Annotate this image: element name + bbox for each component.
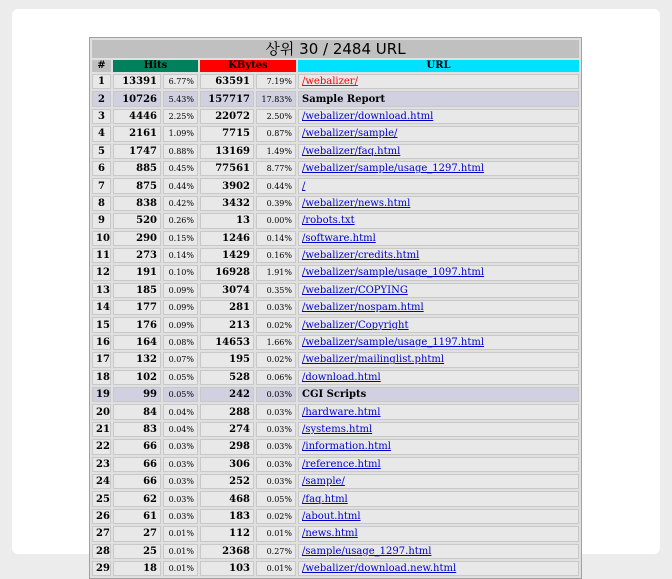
row-kbytes: 1246: [200, 231, 254, 246]
table-row: [92, 526, 579, 541]
header-url: URL: [298, 60, 579, 72]
row-rank: 14: [92, 300, 111, 315]
table-row: [92, 213, 579, 228]
row-url-cell[interactable]: [298, 404, 579, 419]
row-kbytes: 16928: [200, 265, 254, 280]
row-kbytes: 63591: [200, 74, 254, 89]
row-hits-percent: 1.09%: [163, 126, 198, 141]
table-row: [92, 352, 579, 367]
row-hits-percent: 0.01%: [163, 544, 198, 559]
row-kbytes: 288: [200, 404, 254, 419]
row-hits: 164: [113, 335, 161, 350]
row-url-link[interactable]: /sample/usage_1297.html: [302, 545, 432, 557]
row-kbytes-percent: 0.44%: [256, 178, 296, 193]
row-rank: 22: [92, 439, 111, 454]
row-kbytes-percent: 0.14%: [256, 231, 296, 246]
row-url-link[interactable]: /webalizer/credits.html: [302, 250, 420, 262]
table-row: [92, 404, 579, 419]
row-kbytes: 242: [200, 387, 254, 402]
row-rank: 26: [92, 509, 111, 524]
table-row: [92, 196, 579, 211]
row-kbytes: 183: [200, 509, 254, 524]
row-url-cell[interactable]: [298, 248, 579, 263]
row-url-cell[interactable]: [298, 491, 579, 506]
row-rank: 27: [92, 526, 111, 541]
row-kbytes-percent: 0.03%: [256, 439, 296, 454]
row-rank: 23: [92, 457, 111, 472]
row-url-link[interactable]: /information.html: [302, 441, 391, 453]
row-hits: 61: [113, 509, 161, 524]
row-url-link[interactable]: /robots.txt: [302, 215, 355, 227]
table-row: [92, 91, 579, 106]
row-url-link[interactable]: /webalizer/sample/: [302, 128, 398, 140]
table-row: [92, 544, 579, 559]
row-kbytes-percent: 0.27%: [256, 544, 296, 559]
row-kbytes-percent: 8.77%: [256, 161, 296, 176]
table-row: [92, 126, 579, 141]
row-url-link[interactable]: /reference.html: [302, 458, 381, 470]
row-url-cell[interactable]: [298, 439, 579, 454]
row-url-link[interactable]: /webalizer/news.html: [302, 197, 411, 209]
row-url-link[interactable]: /news.html: [302, 528, 358, 540]
row-hits-percent: 0.05%: [163, 370, 198, 385]
row-url-link[interactable]: /webalizer/sample/usage_1297.html: [302, 163, 485, 175]
row-hits: 273: [113, 248, 161, 263]
row-url-cell[interactable]: [298, 422, 579, 437]
row-rank: 10: [92, 231, 111, 246]
row-hits-percent: 0.03%: [163, 474, 198, 489]
row-rank: 21: [92, 422, 111, 437]
row-url-cell[interactable]: [298, 265, 579, 280]
row-kbytes-percent: 1.66%: [256, 335, 296, 350]
row-rank: 17: [92, 352, 111, 367]
row-kbytes-percent: 0.03%: [256, 300, 296, 315]
row-hits-percent: 0.09%: [163, 300, 198, 315]
row-url-cell[interactable]: [298, 178, 579, 193]
table-title: 상위 30 / 2484 URL: [92, 40, 579, 58]
top-urls-table-container: [89, 37, 582, 579]
row-rank: 19: [92, 387, 111, 402]
row-hits-percent: 0.01%: [163, 526, 198, 541]
row-hits-percent: 0.14%: [163, 248, 198, 263]
row-hits-percent: 6.77%: [163, 74, 198, 89]
row-hits: 10726: [113, 91, 161, 106]
row-kbytes: 7715: [200, 126, 254, 141]
row-url-cell[interactable]: [298, 74, 579, 89]
row-url-link[interactable]: /systems.html: [302, 424, 373, 435]
row-url-cell[interactable]: [298, 509, 579, 524]
row-url-link[interactable]: /: [302, 180, 306, 192]
row-url-cell[interactable]: [298, 544, 579, 559]
row-kbytes-percent: 2.50%: [256, 109, 296, 124]
row-url-link[interactable]: /webalizer/COPYING: [302, 284, 408, 296]
row-url-link[interactable]: /webalizer/Copyright: [302, 319, 409, 331]
row-hits-percent: 0.42%: [163, 196, 198, 211]
row-hits-percent: 0.03%: [163, 457, 198, 472]
row-hits-percent: 0.15%: [163, 231, 198, 246]
table-body: [92, 74, 579, 576]
row-kbytes-percent: 0.03%: [256, 422, 296, 437]
table-row: [92, 439, 579, 454]
row-hits: 83: [113, 422, 161, 437]
row-url-cell[interactable]: [298, 526, 579, 541]
row-hits: 176: [113, 317, 161, 332]
row-kbytes: 13169: [200, 144, 254, 159]
row-url-link[interactable]: /webalizer/download.new.html: [302, 563, 457, 575]
row-hits: 25: [113, 544, 161, 559]
row-rank: 1: [92, 74, 111, 89]
row-rank: 28: [92, 544, 111, 559]
table-row: [92, 509, 579, 524]
row-hits-percent: 0.07%: [163, 352, 198, 367]
row-url-link[interactable]: /webalizer/sample/usage_1197.html: [302, 337, 485, 349]
header-kbytes: KBytes: [200, 60, 296, 72]
row-kbytes-percent: 0.35%: [256, 283, 296, 298]
row-rank: 2: [92, 91, 111, 106]
row-rank: 11: [92, 248, 111, 263]
row-url-cell[interactable]: [298, 161, 579, 176]
table-row: [92, 300, 579, 315]
row-rank: 9: [92, 213, 111, 228]
row-url-cell[interactable]: [298, 126, 579, 141]
row-kbytes: 1429: [200, 248, 254, 263]
row-url-cell[interactable]: [298, 213, 579, 228]
row-kbytes-percent: 0.01%: [256, 526, 296, 541]
row-hits-percent: 0.09%: [163, 317, 198, 332]
row-hits: 18: [113, 561, 161, 576]
row-rank: 16: [92, 335, 111, 350]
row-rank: 13: [92, 283, 111, 298]
row-hits: 885: [113, 161, 161, 176]
table-row: [92, 144, 579, 159]
row-rank: 7: [92, 178, 111, 193]
row-url-cell[interactable]: [298, 109, 579, 124]
row-kbytes: 112: [200, 526, 254, 541]
row-kbytes-percent: 0.02%: [256, 317, 296, 332]
row-kbytes: 2368: [200, 544, 254, 559]
row-rank: 6: [92, 161, 111, 176]
row-url-link[interactable]: /webalizer/download.html: [302, 110, 434, 122]
row-kbytes: 213: [200, 317, 254, 332]
row-hits-percent: 0.03%: [163, 439, 198, 454]
row-hits: 2161: [113, 126, 161, 141]
row-kbytes-percent: 0.03%: [256, 457, 296, 472]
row-kbytes-percent: 0.16%: [256, 248, 296, 263]
table-row: [92, 248, 579, 263]
table-row: [92, 161, 579, 176]
row-group-label: CGI Scripts: [302, 389, 367, 401]
row-hits: 66: [113, 474, 161, 489]
row-kbytes: 528: [200, 370, 254, 385]
row-kbytes-percent: 0.03%: [256, 404, 296, 419]
row-url-link[interactable]: /webalizer/sample/usage_1097.html: [302, 267, 485, 279]
row-url-link[interactable]: /sample/: [302, 476, 345, 488]
row-url-cell[interactable]: [298, 474, 579, 489]
row-url-cell: [298, 387, 579, 402]
row-rank: 20: [92, 404, 111, 419]
table-row: [92, 265, 579, 280]
row-kbytes: 3074: [200, 283, 254, 298]
row-hits-percent: 0.88%: [163, 144, 198, 159]
row-hits: 84: [113, 404, 161, 419]
row-hits-percent: 0.01%: [163, 561, 198, 576]
row-url-cell[interactable]: [298, 144, 579, 159]
row-url-cell[interactable]: [298, 317, 579, 332]
row-url-link[interactable]: /download.html: [302, 371, 381, 383]
table-row: [92, 387, 579, 402]
row-url-link[interactable]: /faq.html: [302, 493, 348, 505]
table-row: [92, 283, 579, 298]
row-kbytes: 3902: [200, 178, 254, 193]
row-kbytes-percent: 0.03%: [256, 387, 296, 402]
row-rank: 12: [92, 265, 111, 280]
table-row: [92, 317, 579, 332]
row-url-cell[interactable]: [298, 283, 579, 298]
table-row: [92, 335, 579, 350]
row-url-link[interactable]: /webalizer/faq.html: [302, 145, 401, 157]
row-hits: 520: [113, 213, 161, 228]
row-kbytes: 468: [200, 491, 254, 506]
row-url-link[interactable]: /software.html: [302, 232, 376, 244]
row-kbytes: 14653: [200, 335, 254, 350]
row-group-label: Sample Report: [302, 93, 386, 105]
row-hits: 99: [113, 387, 161, 402]
row-hits: 27: [113, 526, 161, 541]
row-hits: 66: [113, 457, 161, 472]
row-rank: 3: [92, 109, 111, 124]
row-kbytes: 13: [200, 213, 254, 228]
row-kbytes-percent: 1.91%: [256, 265, 296, 280]
row-hits: 62: [113, 491, 161, 506]
row-kbytes: 306: [200, 457, 254, 472]
row-hits: 185: [113, 283, 161, 298]
row-kbytes: 157717: [200, 91, 254, 106]
row-rank: 8: [92, 196, 111, 211]
row-rank: 15: [92, 317, 111, 332]
row-kbytes: 77561: [200, 161, 254, 176]
row-kbytes-percent: 0.01%: [256, 561, 296, 576]
row-url-cell[interactable]: [298, 370, 579, 385]
row-url-link[interactable]: /about.html: [302, 510, 361, 522]
row-hits-percent: 0.08%: [163, 335, 198, 350]
row-hits-percent: 0.45%: [163, 161, 198, 176]
row-rank: 5: [92, 144, 111, 159]
row-hits: 838: [113, 196, 161, 211]
table-row: [92, 74, 579, 89]
row-hits: 290: [113, 231, 161, 246]
table-row: [92, 178, 579, 193]
row-kbytes-percent: 0.00%: [256, 213, 296, 228]
row-hits-percent: 0.44%: [163, 178, 198, 193]
row-kbytes: 274: [200, 422, 254, 437]
row-url-cell[interactable]: [298, 457, 579, 472]
row-url-link[interactable]: /hardware.html: [302, 406, 381, 418]
row-kbytes: 281: [200, 300, 254, 315]
row-url-cell[interactable]: [298, 231, 579, 246]
row-hits-percent: 5.43%: [163, 91, 198, 106]
table-row: [92, 422, 579, 437]
row-hits: 132: [113, 352, 161, 367]
row-kbytes: 22072: [200, 109, 254, 124]
row-kbytes: 195: [200, 352, 254, 367]
row-hits-percent: 0.26%: [163, 213, 198, 228]
row-url-link[interactable]: /webalizer/mailinglist.phtml: [302, 354, 445, 366]
row-hits: 102: [113, 370, 161, 385]
table-row: [92, 457, 579, 472]
row-kbytes: 3432: [200, 196, 254, 211]
row-hits: 4446: [113, 109, 161, 124]
row-kbytes-percent: 0.06%: [256, 370, 296, 385]
row-rank: 29: [92, 561, 111, 576]
row-url-cell[interactable]: [298, 561, 579, 576]
row-url-link[interactable]: /webalizer/: [302, 76, 358, 88]
header-rank: #: [92, 60, 111, 72]
row-kbytes-percent: 0.05%: [256, 491, 296, 506]
row-url-cell[interactable]: [298, 352, 579, 367]
top-urls-table: [90, 38, 581, 578]
row-kbytes-percent: 0.03%: [256, 474, 296, 489]
row-hits-percent: 0.09%: [163, 283, 198, 298]
header-hits: Hits: [113, 60, 198, 72]
row-url-cell: [298, 91, 579, 106]
row-hits-percent: 0.10%: [163, 265, 198, 280]
row-hits: 177: [113, 300, 161, 315]
row-hits-percent: 0.04%: [163, 404, 198, 419]
row-kbytes-percent: 0.02%: [256, 352, 296, 367]
row-url-link[interactable]: /webalizer/nospam.html: [302, 302, 424, 314]
row-kbytes-percent: 1.49%: [256, 144, 296, 159]
row-hits-percent: 0.03%: [163, 491, 198, 506]
row-kbytes-percent: 7.19%: [256, 74, 296, 89]
table-row: [92, 491, 579, 506]
row-url-cell[interactable]: [298, 300, 579, 315]
row-kbytes-percent: 17.83%: [256, 91, 296, 106]
table-row: [92, 231, 579, 246]
row-kbytes: 252: [200, 474, 254, 489]
table-row: [92, 109, 579, 124]
row-kbytes-percent: 0.87%: [256, 126, 296, 141]
row-rank: 4: [92, 126, 111, 141]
row-kbytes-percent: 0.39%: [256, 196, 296, 211]
row-rank: 18: [92, 370, 111, 385]
row-hits: 13391: [113, 74, 161, 89]
table-row: [92, 561, 579, 576]
row-url-cell[interactable]: [298, 196, 579, 211]
row-url-cell[interactable]: [298, 335, 579, 350]
row-hits: 1747: [113, 144, 161, 159]
table-row: [92, 370, 579, 385]
row-hits: 66: [113, 439, 161, 454]
table-row: [92, 474, 579, 489]
row-kbytes: 298: [200, 439, 254, 454]
row-hits: 875: [113, 178, 161, 193]
row-rank: 25: [92, 491, 111, 506]
row-rank: 24: [92, 474, 111, 489]
row-kbytes: 103: [200, 561, 254, 576]
row-hits-percent: 0.03%: [163, 509, 198, 524]
row-hits-percent: 0.05%: [163, 387, 198, 402]
row-hits-percent: 0.04%: [163, 422, 198, 437]
row-hits: 191: [113, 265, 161, 280]
row-hits-percent: 2.25%: [163, 109, 198, 124]
row-kbytes-percent: 0.02%: [256, 509, 296, 524]
